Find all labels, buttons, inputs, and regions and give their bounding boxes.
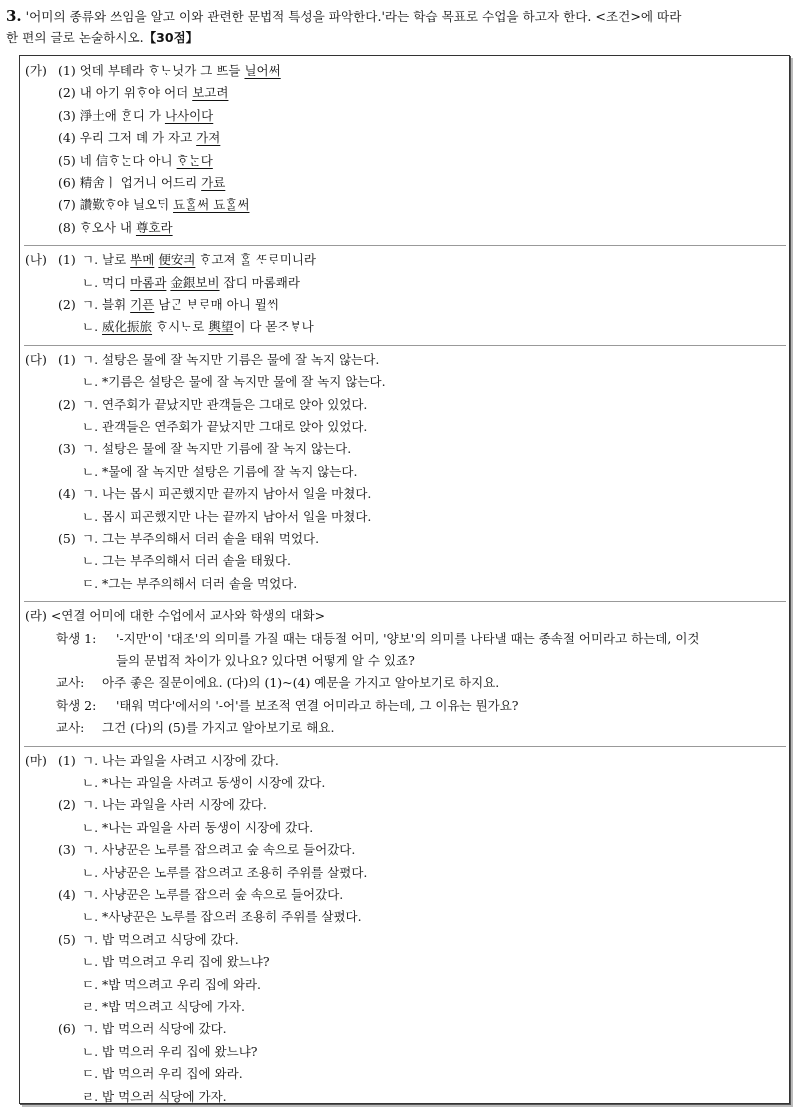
item-text: 精舍ㅣ 업거니 어드리 (79, 175, 202, 190)
underlined-text: 기픈 (130, 297, 155, 312)
sub-label: ㄱ. (82, 887, 99, 902)
section-label-na (25, 251, 47, 271)
dialogue-text (116, 652, 415, 672)
section-label: (라) (25, 608, 47, 624)
sub-label: ㄴ. (82, 463, 99, 479)
section-label: (나) (25, 252, 47, 268)
sub-label: ㄱ. (82, 797, 99, 813)
item-text: 내 아기 위ᄒᆞ야 어더 (79, 85, 193, 101)
sub-label: ㄴ. (82, 508, 99, 524)
dialogue-text (116, 697, 519, 717)
sub-label: ㄴ. (82, 1043, 99, 1059)
na-item-number (58, 251, 76, 271)
sub-label: ㄱ. (82, 752, 99, 768)
section-divider (24, 601, 786, 602)
ga-item (58, 219, 173, 239)
underlined-text: 가져 (196, 130, 221, 146)
underlined-text: 尊호라 (135, 219, 173, 235)
underlined-text: 보고려 (192, 85, 229, 101)
dialogue-text (116, 630, 700, 650)
item-text: 날로 (102, 252, 131, 268)
ga-item (58, 152, 213, 172)
na-item (82, 296, 279, 316)
da-item (82, 463, 357, 483)
item-text: 나는 몹시 피곤했지만 끝까지 남아서 일을 마쳤다. (102, 486, 372, 502)
underlined-text: 닐어써 (244, 63, 281, 78)
question-text-line1: '어미의 종류와 쓰임을 알고 이와 관련한 문법적 특성을 파악한다.'라는 학습 목표로 수업을 하고자 한다. <조건>에 따라 (25, 9, 682, 24)
speaker: 학생 2: (56, 697, 97, 713)
item-number: (4) (58, 887, 76, 902)
item-text: *나는 과일을 사러 동생이 시장에 갔다. (102, 819, 314, 835)
underlined-text: 輿望 (208, 319, 234, 335)
item-number: (3) (58, 842, 76, 858)
ma-item (82, 864, 367, 884)
item-number: (5) (58, 531, 76, 546)
sub-label: ㄷ. (82, 976, 99, 992)
item-text: 사냥꾼은 노루를 잡으려고 조용히 주위를 살폈다. (102, 864, 368, 880)
da-item-number (58, 440, 76, 460)
item-text: 들의 문법적 차이가 있나요? 있다면 어떻게 알 수 있죠? (116, 653, 415, 668)
da-item (82, 530, 319, 550)
item-text: 블휘 (102, 297, 131, 312)
item-number: (6) (58, 175, 76, 190)
item-text: 먹디 (102, 274, 131, 290)
sub-label: ㄹ. (82, 1088, 99, 1104)
item-text: 밥 먹으러 우리 집에 왔느냐? (102, 1043, 258, 1059)
ma-item (82, 1020, 227, 1040)
item-number: (1) (58, 63, 76, 78)
dialogue-speaker (56, 630, 96, 650)
item-number: (8) (58, 219, 76, 235)
section-title: <연결 어미에 대한 수업에서 교사와 학생의 대화> (50, 608, 326, 624)
section-label: (마) (25, 752, 47, 768)
na-item-number (58, 296, 76, 316)
ga-item (58, 62, 281, 82)
item-text: *물에 잘 녹지만 설탕은 기름에 잘 녹지 않는다. (102, 463, 358, 479)
section-divider (24, 345, 786, 346)
sub-label: ㄹ. (82, 999, 99, 1014)
sub-label: ㄴ. (82, 274, 99, 290)
ma-item-number (58, 841, 76, 861)
ma-item (82, 752, 279, 772)
sub-label: ㄴ. (82, 374, 99, 390)
item-text: '-지만'이 '대조'의 의미를 가질 때는 대등절 어미, '양보'의 의미를 나타낼 때는 종속절 어미라고 하는데, 이것 (116, 630, 700, 646)
dialogue-text (102, 719, 334, 739)
item-text: *그는 부주의해서 더러 솥을 먹었다. (102, 575, 298, 591)
underlined-text: 됴ᄒᆞᆯ써 됴ᄒᆞᆯ써 (173, 197, 250, 213)
sub-label: ㄱ. (82, 441, 99, 457)
ma-item (82, 931, 239, 951)
ma-item-number (58, 886, 76, 906)
ga-item (58, 84, 228, 104)
item-text: 설탕은 물에 잘 녹지만 기름에 잘 녹지 않는다. (102, 441, 352, 457)
ma-item-number (58, 931, 76, 951)
underlined-text: ᄡᅮ메 (130, 252, 155, 268)
section-label: (가) (25, 63, 47, 78)
sub-label: ㄴ. (82, 909, 99, 925)
ga-item (58, 129, 220, 149)
underlined-text: 便安킈 (158, 252, 196, 268)
da-item-number (58, 396, 76, 416)
ma-item (82, 886, 343, 906)
da-item (82, 396, 367, 416)
item-text: *나는 과일을 사려고 동생이 시장에 갔다. (102, 775, 326, 790)
item-text: 나는 과일을 사려고 시장에 갔다. (102, 752, 279, 768)
da-item (82, 373, 386, 393)
item-text: 밥 먹으러 식당에 가자. (102, 1088, 227, 1104)
sub-label: ㄱ. (82, 351, 99, 367)
item-text: 네 信ᄒᆞᄂᆞᆫ다 아니 (79, 152, 177, 168)
da-item-number (58, 351, 76, 371)
question-score: 【30점】 (143, 30, 199, 45)
item-number: (5) (58, 152, 76, 168)
sub-label: ㄱ. (82, 1021, 99, 1037)
ma-item-number (58, 1020, 76, 1040)
speaker: 학생 1: (56, 630, 97, 646)
sub-label: ㄴ. (82, 954, 99, 970)
item-text: 아주 좋은 질문이에요. (다)의 (1)~(4) 예문을 가지고 알아보기로 하지요. (102, 675, 500, 691)
da-item (82, 418, 367, 438)
item-text: 설탕은 물에 잘 녹지만 기름은 물에 잘 녹지 않는다. (102, 351, 380, 367)
item-number: (1) (58, 752, 76, 768)
item-text: 밥 먹으러 우리 집에 와라. (102, 1066, 243, 1082)
item-text: 밥 먹으려고 식당에 갔다. (102, 931, 239, 947)
sub-label: ㄴ. (82, 319, 99, 335)
item-text: '태워 먹다'에서의 '-어'를 보조적 연결 어미라고 하는데, 그 이유는 뭔가요? (116, 697, 519, 713)
item-text: ᄒᆞ고져 ᄒᆞᆯ ᄯᆞᄅᆞ미니라 (195, 252, 316, 268)
da-item (82, 440, 351, 460)
item-number: (3) (58, 107, 76, 123)
underlined-text: 가료 (201, 175, 226, 190)
item-text: 淨土애 ᄒᆞᆫ디 가 (79, 107, 165, 123)
item-number: (5) (58, 931, 76, 947)
da-item-number (58, 485, 76, 505)
na-item (82, 274, 300, 294)
item-text: 사냥꾼은 노루를 잡으려고 숲 속으로 들어갔다. (102, 842, 356, 858)
item-number: (1) (58, 252, 76, 268)
sub-label: ㄴ. (82, 775, 99, 790)
ma-item-number (58, 796, 76, 816)
ma-item-number (58, 752, 76, 772)
item-text: 사냥꾼은 노루를 잡으러 숲 속으로 들어갔다. (102, 887, 344, 902)
dialogue-speaker (56, 719, 84, 739)
item-text: 그건 (다)의 (5)를 가지고 알아보기로 해요. (102, 720, 335, 736)
na-item (82, 251, 316, 271)
ma-item (82, 1088, 227, 1108)
sub-label: ㄴ. (82, 819, 99, 835)
sub-label: ㄱ. (82, 396, 99, 412)
dialogue-speaker (56, 697, 96, 717)
item-number: (3) (58, 441, 76, 457)
item-text: 밥 먹으려고 우리 집에 왔느냐? (102, 954, 270, 970)
sub-label: ㄱ. (82, 486, 99, 502)
question-header (6, 6, 792, 48)
item-text: 밥 먹으러 식당에 갔다. (102, 1021, 227, 1037)
underlined-text: 威化振旅 (102, 319, 153, 335)
ga-item (58, 107, 213, 127)
material-box (19, 55, 790, 1104)
item-text: 연주회가 끝났지만 관객들은 그대로 앉아 있었다. (102, 396, 368, 412)
sub-label: ㄱ. (82, 931, 99, 947)
ma-item (82, 1043, 257, 1063)
da-item (82, 575, 297, 595)
item-number: (2) (58, 797, 76, 813)
dialogue-text (102, 674, 499, 694)
item-number: (7) (58, 197, 76, 213)
item-text: *밥 먹으려고 우리 집에 와라. (102, 976, 261, 992)
ma-item (82, 796, 267, 816)
da-item-number (58, 530, 76, 550)
sub-label: ㄱ. (82, 297, 99, 312)
da-item (82, 552, 291, 572)
section-divider (24, 245, 786, 246)
sub-label: ㄷ. (82, 1066, 99, 1082)
item-text: 이 다 몯ᄌᆞᄫᆞ나 (233, 319, 314, 335)
item-text: 잡디 마롬쾌라 (219, 274, 300, 290)
item-number: (6) (58, 1021, 76, 1037)
da-item (82, 351, 379, 371)
item-text: *사냥꾼은 노루를 잡으러 조용히 주위를 살폈다. (102, 909, 362, 925)
item-text: *기름은 설탕은 물에 잘 녹지만 물에 잘 녹지 않는다. (102, 374, 386, 390)
na-item (82, 318, 314, 338)
item-text: 나는 과일을 사러 시장에 갔다. (102, 797, 267, 813)
sub-label: ㄱ. (82, 531, 99, 546)
section-label-ma (25, 752, 47, 772)
item-text: 그는 부주의해서 더러 솥을 태웠다. (102, 553, 291, 569)
sub-label: ㄴ. (82, 419, 99, 434)
sub-label: ㄴ. (82, 864, 99, 880)
ma-item (82, 998, 245, 1018)
ma-item (82, 841, 355, 861)
ga-item (58, 196, 249, 216)
item-text: ᄒᆞ시ᄂᆞ로 (152, 319, 209, 335)
sub-label: ㄱ. (82, 842, 99, 858)
speaker: 교사: (56, 675, 85, 691)
section-label: (다) (25, 351, 47, 367)
item-text: ᄒᆞ오사 내 (79, 219, 136, 235)
ma-item (82, 908, 362, 928)
section-label-ra (25, 607, 325, 627)
underlined-text: 마롬과 (130, 274, 167, 290)
ga-item (58, 174, 225, 194)
item-text: 남ᄀᆞᆫ ᄇᆞᄅᆞ매 아니 뮐ᄊᆡ (154, 297, 279, 312)
item-number: (2) (58, 297, 76, 312)
item-text: 몹시 피곤했지만 나는 끝까지 남아서 일을 마쳤다. (102, 508, 372, 524)
item-text: 관객들은 연주회가 끝났지만 그대로 앉아 있었다. (102, 419, 368, 434)
sub-label: ㄷ. (82, 575, 99, 591)
ma-item (82, 819, 313, 839)
dialogue-speaker (56, 674, 84, 694)
ma-item (82, 976, 261, 996)
underlined-text: ᄒᆞᄂᆞᆫ다 (176, 152, 213, 168)
ma-item (82, 1065, 243, 1085)
question-text-line2: 한 편의 글로 논술하시오. (6, 30, 144, 45)
section-divider (24, 746, 786, 747)
underlined-text: 金銀보비 (170, 274, 220, 290)
sub-label: ㄱ. (82, 252, 99, 268)
ma-item (82, 953, 270, 973)
question-number: 3. (6, 7, 22, 25)
item-number: (4) (58, 130, 76, 146)
item-text: 우리 그저 뎨 가 자고 (79, 130, 197, 146)
sub-label: ㄴ. (82, 553, 99, 569)
item-text: 讚歎ᄒᆞ야 닐오ᄃᆡ (79, 197, 174, 213)
ma-item (82, 774, 325, 794)
item-number: (2) (58, 396, 76, 412)
item-text: *밥 먹으려고 식당에 가자. (102, 999, 245, 1014)
section-label-ga (25, 62, 47, 82)
speaker: 교사: (56, 720, 85, 736)
da-item (82, 485, 371, 505)
section-label-da (25, 351, 47, 371)
item-text: 엇데 부톄라 ᄒᆞᄂᆞ닛가 그 ᄠᅳ들 (79, 63, 245, 78)
da-item (82, 508, 371, 528)
item-number: (2) (58, 85, 76, 101)
item-text: 그는 부주의해서 더러 솥을 태워 먹었다. (102, 531, 320, 546)
item-number: (1) (58, 351, 76, 367)
underlined-text: 나사이다 (164, 107, 214, 123)
item-number: (4) (58, 486, 76, 502)
